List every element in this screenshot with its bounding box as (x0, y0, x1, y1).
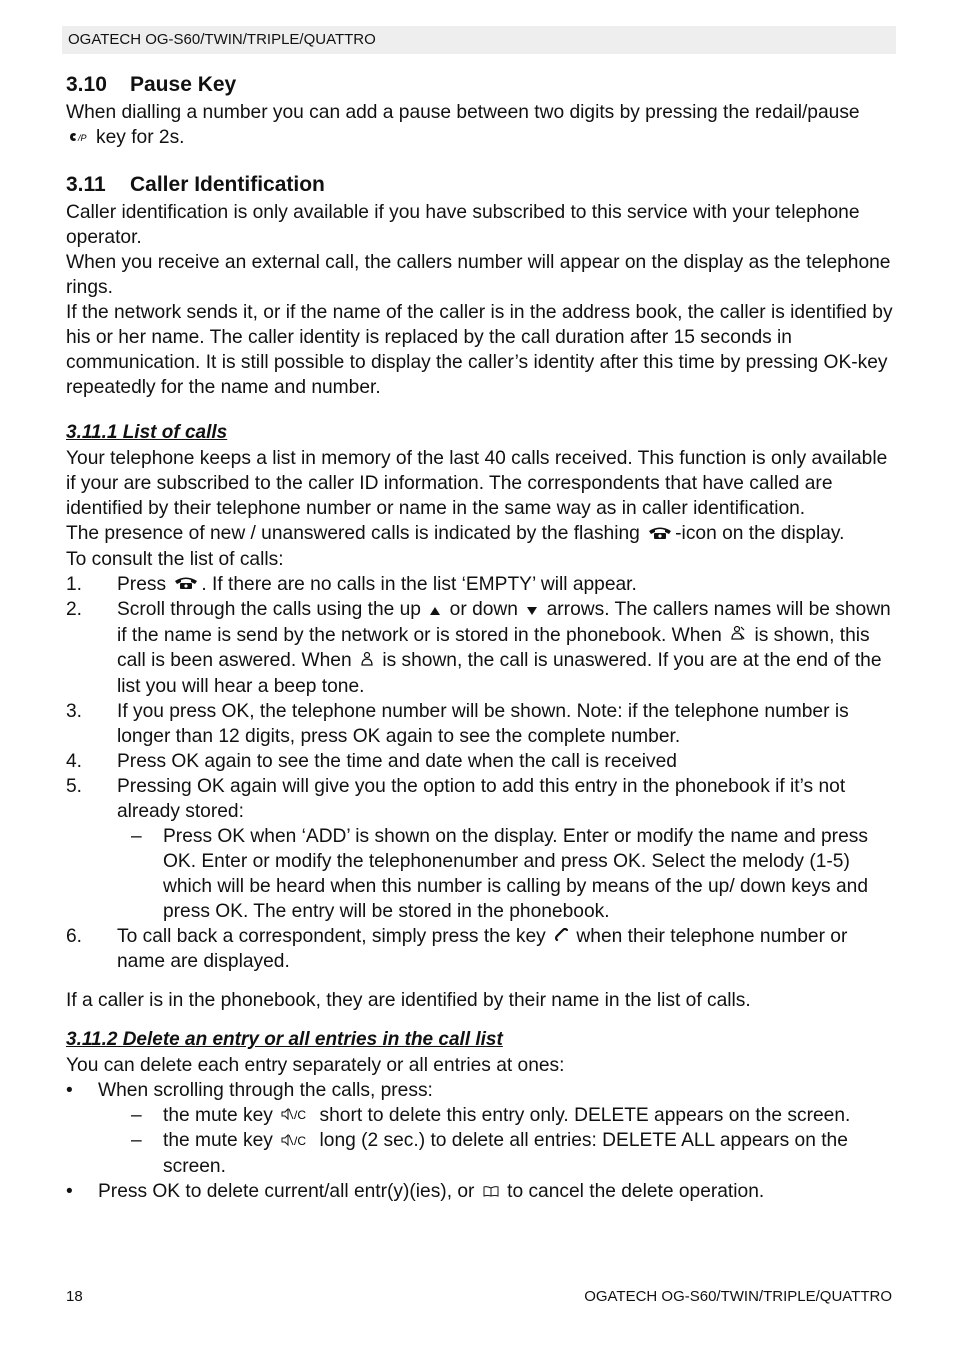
running-header (62, 26, 896, 54)
header-title: OGATECH OG-S60/TWIN/TRIPLE/QUATTRO (68, 31, 376, 48)
page-number: 18 (66, 1288, 83, 1305)
subsection-heading-list-of-calls: 3.11.1 List of calls (66, 422, 228, 444)
section-heading-3-11: 3.11 Caller Identification (66, 173, 325, 197)
unanswered-call-icon (360, 649, 374, 674)
svg-text:/C: /C (294, 1108, 307, 1122)
footer-title: OGATECH OG-S60/TWIN/TRIPLE/QUATTRO (584, 1288, 892, 1305)
list-of-calls-paragraph-2: The presence of new / unanswered calls is indicated by the flashing -icon on the display. (66, 521, 896, 546)
mute-key-icon (281, 1103, 311, 1128)
step-5-sub-item: – Press OK when ‘ADD’ is shown on the display. Enter or modify the name and press OK. Enter or modify the telephonenumber and press OK. Select the melody (1-5) which will be heard when this number is calling by means of the up/ down keys and press OK. The entry will be stored in the phonebook. (131, 825, 868, 922)
step-3: 3. If you press OK, the telephone number will be shown. Note: if the telephone number is longer than 12 digits, press OK again to see the complete number. (66, 700, 849, 747)
delete-entries-paragraph: You can delete each entry separately or all entries at ones: (66, 1054, 565, 1076)
call-handset-icon (554, 924, 568, 949)
step-4: 4. Press OK again to see the time and date when the call is received (66, 750, 677, 772)
page-content (66, 70, 896, 1204)
caller-id-paragraph-2: When you receive an external call, the callers number will appear on the display as the telephone rings. (66, 252, 891, 299)
mute-key-icon (281, 1129, 311, 1154)
caller-id-paragraph-3: If the network sends it, or if the name of the caller is in the address book, the caller is identified by his or her name. The caller identity is replaced by the call duration after 15 seconds in communication. It is still possible to display the caller’s identity after this time by pressing OK-key repeatedly for the name and number. (66, 302, 893, 399)
list-of-calls-paragraph-4: If a caller is in the phonebook, they are identified by their name in the list of calls. (66, 989, 751, 1011)
redial-pause-key-icon (69, 125, 93, 150)
delete-bullet-2: • Press OK to delete current/all entr(y)(ies), or to cancel the delete operation. (66, 1179, 896, 1204)
delete-long-press-item: – the mute key /C long (2 sec.) to delete all entries: DELETE ALL appears on the screen. (131, 1130, 848, 1177)
delete-entries-list (66, 1078, 896, 1204)
section-heading-3-10: 3.10 Pause Key (66, 73, 237, 96)
up-arrow-icon (429, 598, 441, 623)
pause-key-paragraph: When dialling a number you can add a pause between two digits by pressing the redail/pause /P key for 2s. (66, 100, 896, 150)
down-arrow-icon (526, 598, 538, 623)
list-of-calls-steps-continued (66, 924, 896, 974)
delete-bullet-1: • When scrolling through the calls, press: – the mute key /C short to delete this entry only. DELETE appears on the screen. – the mute key /C long (2 sec.) to delete all entries: DELETE ALL appears on the screen. (66, 1078, 896, 1179)
call-list-phone-icon (648, 522, 672, 547)
list-of-calls-paragraph-1: Your telephone keeps a list in memory of the last 40 calls received. This function is only available if your are subscribed to the caller ID information. The correspondents that have called are identified by their telephone number or name in the same way as in caller identification. (66, 448, 888, 520)
delete-short-press-item: – the mute key /C short to delete this entry only. DELETE appears on the screen. (117, 1103, 896, 1128)
phonebook-key-icon (483, 1179, 499, 1204)
svg-text:/C: /C (294, 1133, 307, 1147)
caller-id-paragraph-1: Caller identification is only available if you have subscribed to this service with your telephone operator. (66, 202, 860, 249)
step-2: 2. Scroll through the calls using the up or down arrows. The callers names will be shown if the name is send by the network or is stored in the phonebook. When is shown, this call is been aswered. When is shown, the call is unaswered. If you are at the end of the list you will hear a beep tone. (66, 599, 891, 697)
step-5-sublist (66, 824, 896, 924)
step-6: 6. To call back a correspondent, simply press the key when their telephone number or name are displayed. (66, 925, 848, 972)
list-of-calls-paragraph-3: To consult the list of calls: (66, 548, 284, 570)
subsection-heading-delete-entries: 3.11.2 Delete an entry or all entries in the call list (66, 1028, 503, 1050)
svg-text:/P: /P (78, 133, 87, 144)
answered-call-icon (730, 623, 746, 648)
list-of-calls-steps (66, 572, 896, 824)
step-5: 5. Pressing OK again will give you the option to add this entry in the phonebook if it’s not already stored: (66, 775, 846, 822)
delete-bullet-1-sublist (66, 1103, 896, 1179)
call-list-phone-icon (174, 572, 198, 597)
step-1: 1. Press . If there are no calls in the list ‘EMPTY’ will appear. (66, 572, 896, 597)
